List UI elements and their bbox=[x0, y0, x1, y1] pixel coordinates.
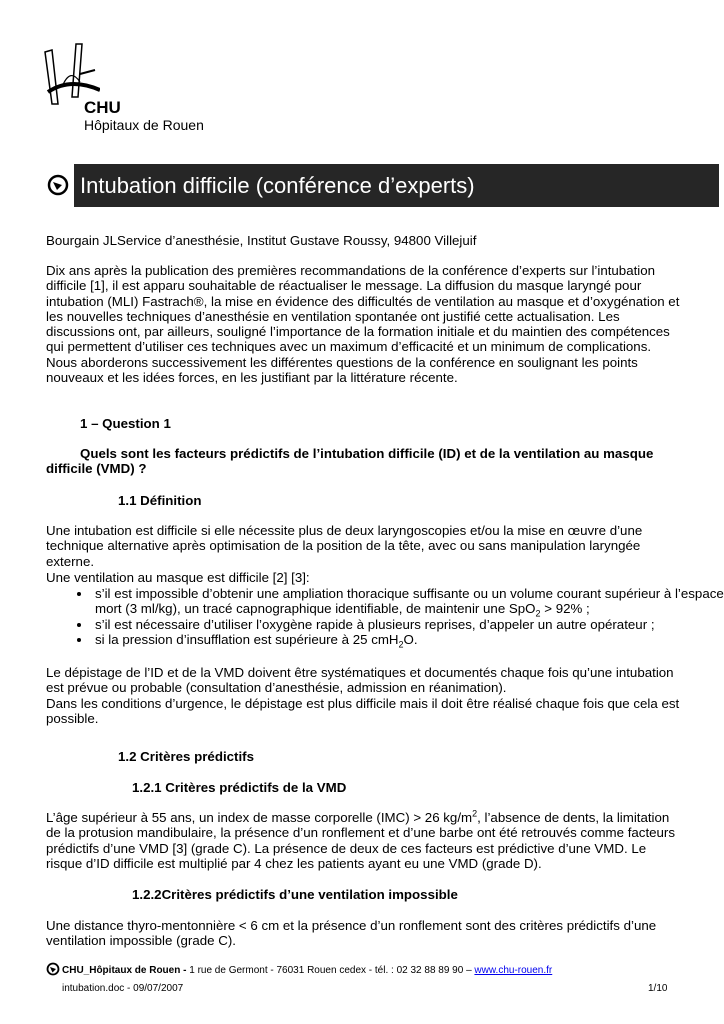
section-1-2-heading: 1.2 Critères prédictifs bbox=[118, 749, 254, 764]
section-1-2-1-heading: 1.2.1 Critères prédictifs de la VMD bbox=[132, 780, 347, 795]
criteria-list bbox=[46, 586, 724, 650]
list-item: • si la pression d’insufflation est supérieure à 25 cmH$_2$O. bbox=[92, 632, 724, 647]
emergency-paragraph: Dans les conditions d’urgence, le dépistage est plus difficile mais il doit être réalisé chaque fois que cela est possible. bbox=[46, 696, 680, 727]
logo-subtitle: Hôpitaux de Rouen bbox=[84, 117, 204, 133]
footer-arrow-circle-icon bbox=[46, 962, 60, 976]
screening-paragraph: Le dépistage de l’ID et de la VMD doivent être systématiques et documentés chaque fois qu’une intubation est prévue ou probable (consultation d’anesthésie, admission en réanimation). bbox=[46, 665, 674, 696]
chu-logo bbox=[40, 42, 210, 137]
ventilation-definition: Une ventilation au masque est difficile [2] [3]: bbox=[46, 570, 310, 585]
section-1-2-2-heading: 1.2.2Critères prédictifs d’une ventilation impossible bbox=[132, 887, 458, 902]
footer-address: CHU_Hôpitaux de Rouen - 1 rue de Germont - 76031 Rouen cedex - tél. : 02 32 88 89 90 – www.chu-rouen.fr bbox=[62, 965, 553, 976]
author-line: Bourgain JLService d’anesthésie, Institut Gustave Roussy, 94800 Villejuif bbox=[46, 233, 477, 248]
question-1-text: Quels sont les facteurs prédictifs de l’intubation difficile (ID) et de la ventilation au masque difficile (VMD) ? bbox=[46, 446, 654, 477]
footer-doc-info: intubation.doc - 09/07/2007 bbox=[62, 983, 184, 994]
section-1-1-heading: 1.1 Définition bbox=[118, 493, 202, 508]
intro-paragraph: Dix ans après la publication des premières recommandations de la conférence d’experts sur l’intubation difficile [1], il est apparu souhaitable de réactualiser le message. La diffusion du masque laryngé pour intubation (MLI) Fastrach®, la mise en évidence des difficultés de ventilation au masque et d’oxygénation et les nouvelles techniques d’anesthésie en ventilation spontanée ont justifié cette actualisation. Les discussions ont, par ailleurs, souligné l’importance de la formation initiale et du maintien des compétences qui permettent d’utiliser ces techniques avec un maximum d’efficacité et un minimum de complications. Nous aborderons successivement les différentes questions de la conférence en soulignant les points nouveaux et les idées forces, en les justifiant par la littérature récente. bbox=[46, 263, 680, 386]
page-title: Intubation difficile (conférence d’experts) bbox=[74, 164, 719, 207]
vmd-criteria-paragraph: L’âge supérieur à 55 ans, un index de masse corporelle (IMC) > 26 $kg/m^2$, l’absence de dents, la limitation de la protusion mandibulaire, la présence d’un ronflement et d’une barbe ont été retrouvés comme facteurs prédictifs d’une VMD [3] (grade C). La présence de deux de ces facteurs est prédictive d’une VMD. Le risque d’ID difficile est multiplié par 4 chez les patients ayant eu une VMD (grade D). bbox=[46, 808, 676, 871]
page-number: 1/10 bbox=[648, 983, 668, 994]
list-item: • s’il est impossible d’obtenir une ampliation thoracique suffisante ou un volume courant supérieur à l’espace mort (3 ml/kg), un tracé capnographique identifiable, de maintenir une SpO$_2$ > 92% ; bbox=[92, 586, 724, 617]
logo-chu-text: CHU bbox=[84, 98, 121, 117]
impossible-ventilation-paragraph: Une distance thyro-mentonnière < 6 cm et la présence d’un ronflement sont des critères prédictifs d’une ventilation impossible (grade C). bbox=[46, 918, 657, 949]
intubation-definition: Une intubation est difficile si elle nécessite plus de deux laryngoscopies et/ou la mise en œuvre d’une technique alternative après optimisation de la position de la tête, avec ou sans manipulation laryngée externe. bbox=[46, 523, 643, 569]
question-1-heading: 1 – Question 1 bbox=[80, 416, 171, 431]
arrow-circle-icon bbox=[47, 174, 69, 196]
list-item: • s’il est nécessaire d’utiliser l’oxygène rapide à plusieurs reprises, d’appeler un autre opérateur ; bbox=[92, 617, 724, 632]
website-link[interactable]: www.chu-rouen.fr bbox=[474, 965, 553, 976]
